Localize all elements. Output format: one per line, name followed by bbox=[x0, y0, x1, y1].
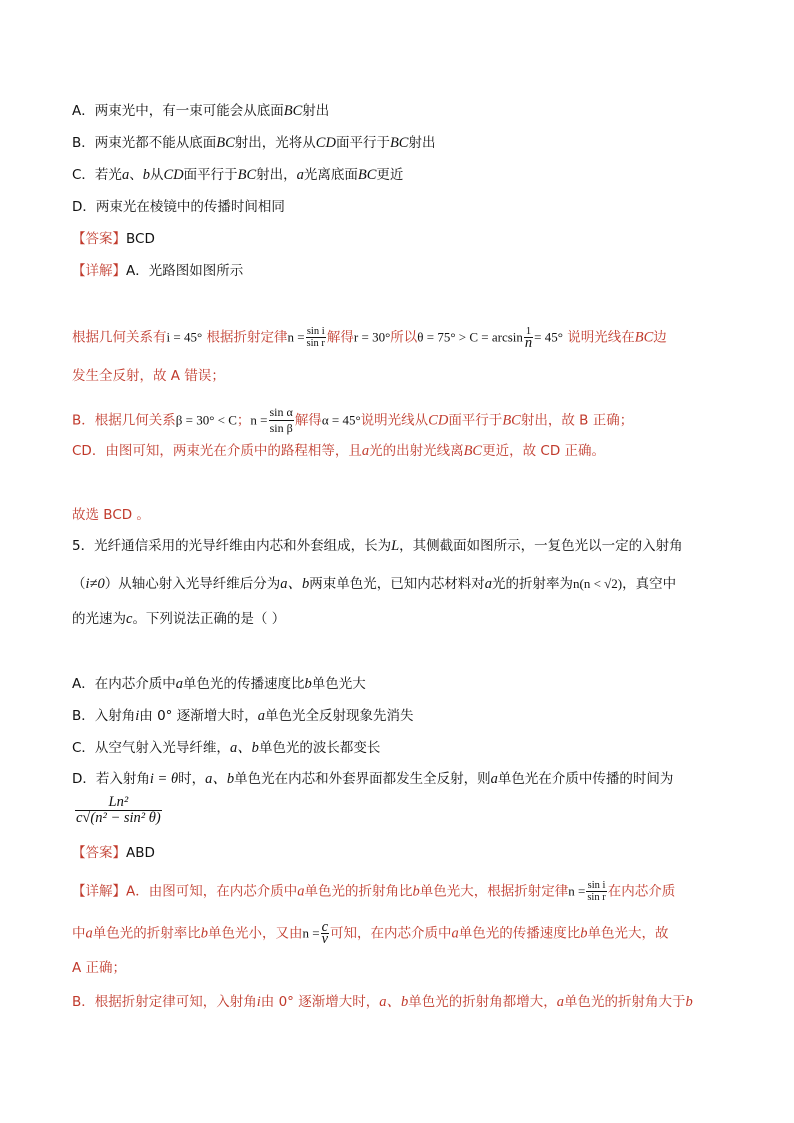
answer-label: 【答案】 bbox=[72, 845, 126, 861]
fraction-c-over-v: $\frac{c}{v}$ bbox=[321, 919, 329, 947]
q5-stem-line2: （i≠0）从轴心射入光导纤维后分为a、b两束单色光，已知内芯材料对a光的折射率为n(n < √2)，真空中 bbox=[72, 576, 677, 592]
q4-detail-cd: CD．由图可知，两束光在介质中的路程相等，且a光的出射光线离BC更近，故 CD 正确。 bbox=[72, 443, 606, 459]
q4-detail-line1: 根据几何关系有i = 45° 根据折射定律n = $\frac{\text{sin i}}{\text{sin r}}$ 解得r = 30°所以θ = 75° > C = arcsin $\frac{1}{n}$ = 45° 说明光线在BC边 bbox=[72, 326, 667, 351]
q5-answer bbox=[72, 843, 155, 863]
q4-option-d: D．两束光在棱镜中的传播时间相同 bbox=[72, 199, 285, 215]
detail-label: 【详解】 bbox=[72, 263, 126, 279]
q5-option-d-formula bbox=[74, 795, 163, 826]
q4-conclusion: 故选 BCD 。 bbox=[72, 507, 150, 523]
q5-option-c: C．从空气射入光导纤维，a、b单色光的波长都变长 bbox=[72, 740, 381, 756]
q5-detail-b1: B．根据折射定律可知，入射角i由 0° 逐渐增大时，a、b单色光的折射角都增大，a单色光的折射角大于b bbox=[72, 994, 693, 1010]
q5-option-b: B．入射角i由 0° 逐渐增大时，a单色光全反射现象先消失 bbox=[72, 708, 414, 724]
fraction-time: $\frac{\text{Ln²}}{\text{c√(n² − sin² θ)}}$ bbox=[76, 794, 161, 826]
q5-option-d: D．若入射角i = θ时，a、b单色光在内芯和外套界面都发生全反射，则a单色光在介质中传播的时间为 bbox=[72, 771, 674, 787]
fraction-sinalpha-sinbeta: $\frac{\text{sin α}}{\text{sin β}}$ bbox=[269, 405, 293, 435]
q5-detail-a2: 中a单色光的折射率比b单色光小，又由n = $\frac{c}{v}$ 可知，在内芯介质中a单色光的传播速度比b单色光大，故 bbox=[72, 919, 669, 947]
fraction-one-over-n: $\frac{1}{n}$ bbox=[524, 326, 533, 351]
q4-detail-line2: 发生全反射，故 A 错误； bbox=[72, 368, 225, 384]
q5-option-a: A．在内芯介质中a单色光的传播速度比b单色光大 bbox=[72, 676, 366, 692]
answer-value: ABD bbox=[126, 845, 155, 861]
fraction-sini-sinr: $\frac{\text{sin i}}{\text{sin r}}$ bbox=[306, 326, 325, 349]
q5-stem-line3: 的光速为c。下列说法正确的是（ ） bbox=[72, 611, 286, 627]
q5-stem-line1: 5．光纤通信采用的光导纤维由内芯和外套组成，长为L，其侧截面如图所示，一复色光以一定的入射角 bbox=[72, 538, 683, 554]
detail-label: 【详解】 bbox=[72, 883, 126, 900]
q5-detail-a3: A 正确； bbox=[72, 960, 127, 976]
q4-detail-intro: 【详解】A．光路图如图所示 bbox=[72, 263, 244, 279]
q5-detail-a1: 【详解】A．由图可知，在内芯介质中a单色光的折射角比b单色光大，根据折射定律n = $\frac{\text{sin i}}{\text{sin r}}$ 在内芯介质 bbox=[72, 880, 676, 903]
q4-option-b: B．两束光都不能从底面BC射出，光将从CD面平行于BC射出 bbox=[72, 135, 436, 151]
q4-option-a: A．两束光中，有一束可能会从底面BC射出 bbox=[72, 103, 330, 119]
q4-option-c: C．若光a、b从CD面平行于BC射出，a光离底面BC更近 bbox=[72, 167, 404, 183]
fraction-sini-sinr-2: $\frac{\text{sin i}}{\text{sin r}}$ bbox=[587, 880, 606, 903]
answer-value: BCD bbox=[126, 231, 155, 247]
answer-label: 【答案】 bbox=[72, 231, 126, 247]
q4-answer bbox=[72, 229, 155, 249]
q4-detail-b: B．根据几何关系β = 30° < C；n = $\frac{\text{sin α}}{\text{sin β}}$ 解得α = 45°说明光线从CD面平行于BC射出，故 B 正确； bbox=[72, 405, 634, 435]
